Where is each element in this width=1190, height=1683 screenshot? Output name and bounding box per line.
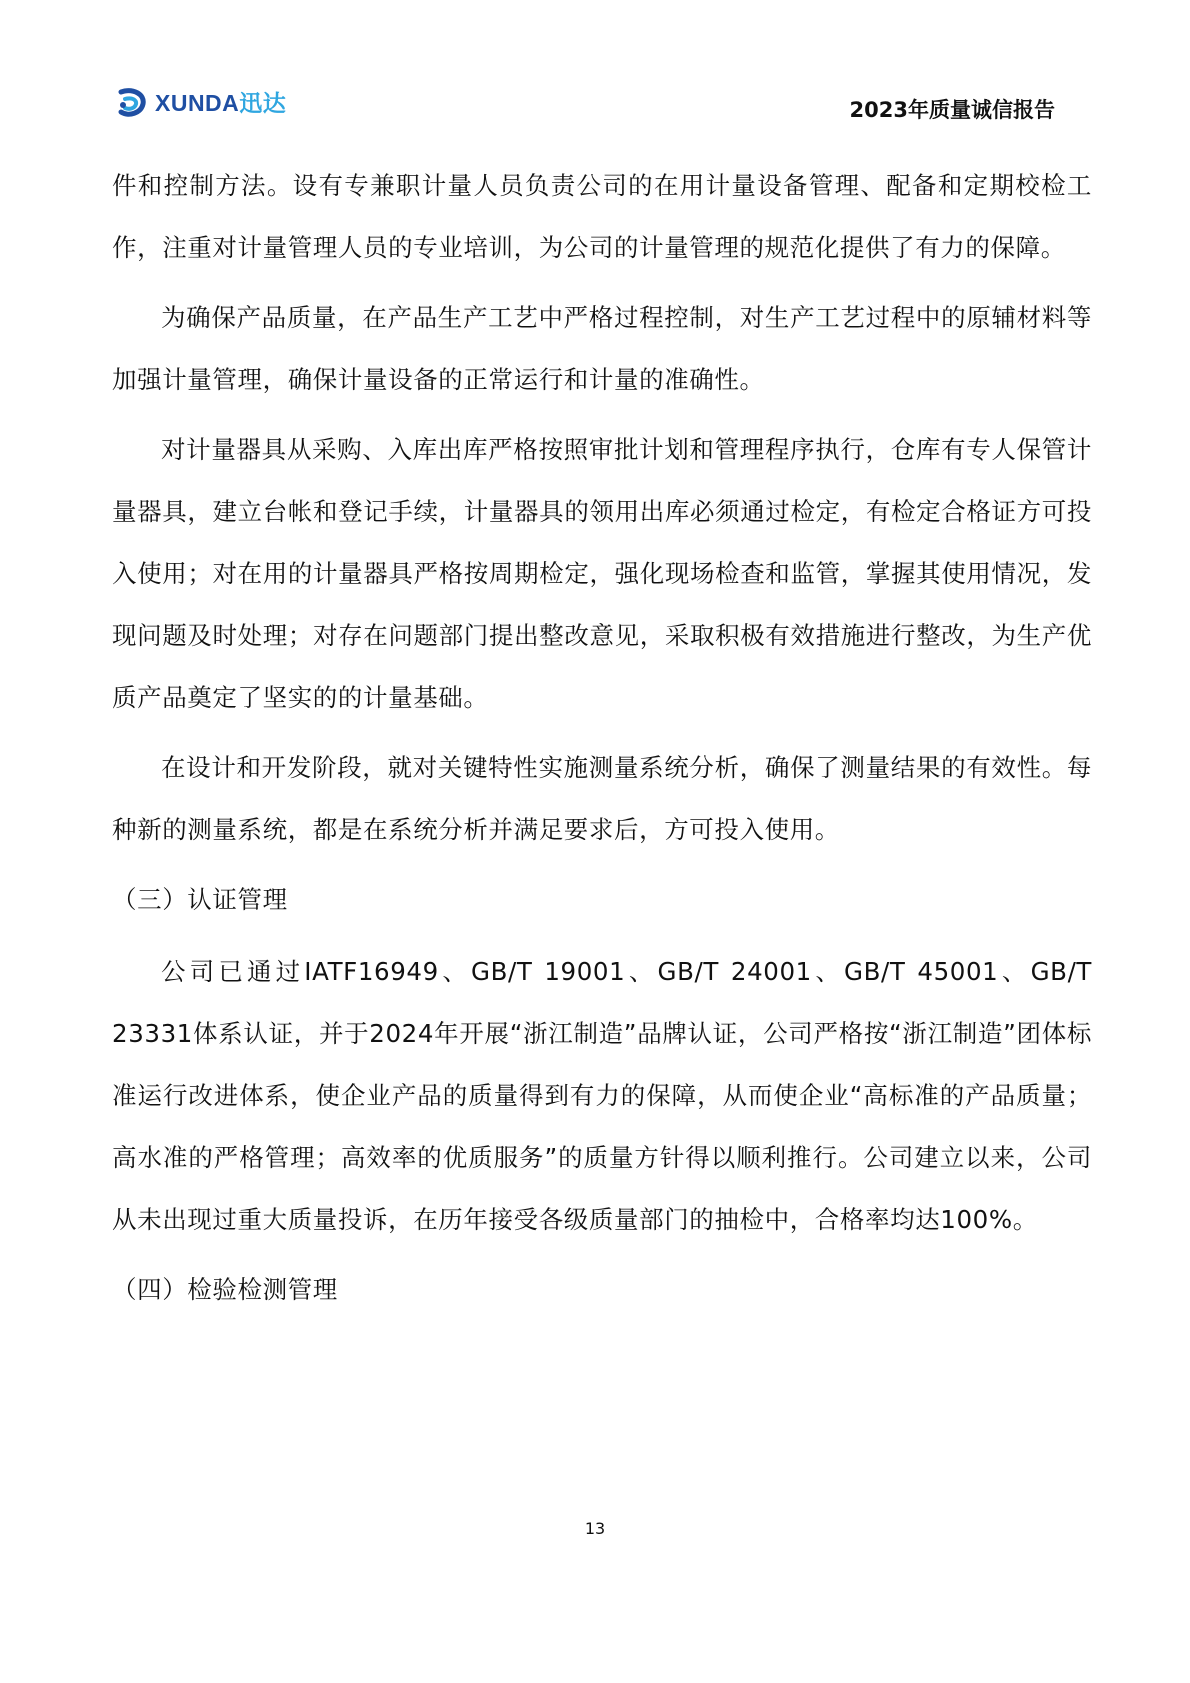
page-number: 13 [584,1519,606,1538]
document-body [112,155,1092,1331]
logo-cjk: 迅达 [239,90,287,116]
section-heading-inspection: （四）检验检测管理 [112,1275,338,1304]
paragraph-certification: 公司已通过IATF16949、GB/T 19001、GB/T 24001、GB/T 45001、GB/T 23331体系认证，并于2024年开展“浙江制造”品牌认证，公司严格按“浙江制造”团体标准运行改进体系，使企业产品的质量得到有力的保障，从而使企业“高标准的产品质量；高水准的严格管理；高效率的优质服务”的质量方针得以顺利推行。公司建立以来，公司从未出现过重大质量投诉，在历年接受各级质量部门的抽检中，合格率均达100%。 [112,957,1092,1234]
paragraph-measurement-system: 在设计和开发阶段，就对关键特性实施测量系统分析，确保了测量结果的有效性。每种新的测量系统，都是在系统分析并满足要求后，方可投入使用。 [112,753,1092,844]
paragraph-process-control: 为确保产品质量，在产品生产工艺中严格过程控制，对生产工艺过程中的原辅材料等加强计量管理，确保计量设备的正常运行和计量的准确性。 [112,303,1092,394]
paragraph-measuring-instruments: 对计量器具从采购、入库出库严格按照审批计划和管理程序执行，仓库有专人保管计量器具，建立台帐和登记手续，计量器具的领用出库必须通过检定，有检定合格证方可投入使用；对在用的计量器具严格按周期检定，强化现场检查和监管，掌握其使用情况，发现问题及时处理；对存在问题部门提出整改意见，采取积极有效措施进行整改，为生产优质产品奠定了坚实的的计量基础。 [112,435,1092,712]
paragraph-continuation: 件和控制方法。设有专兼职计量人员负责公司的在用计量设备管理、配备和定期校检工作，注重对计量管理人员的专业培训，为公司的计量管理的规范化提供了有力的保障。 [112,171,1092,262]
company-logo [115,86,286,120]
xunda-logo-icon [115,86,149,120]
logo-latin: XUNDA [155,90,240,116]
report-title: 2023年质量诚信报告 [849,98,1055,122]
logo-wordmark [155,86,286,120]
section-heading-certification: （三）认证管理 [112,885,288,914]
